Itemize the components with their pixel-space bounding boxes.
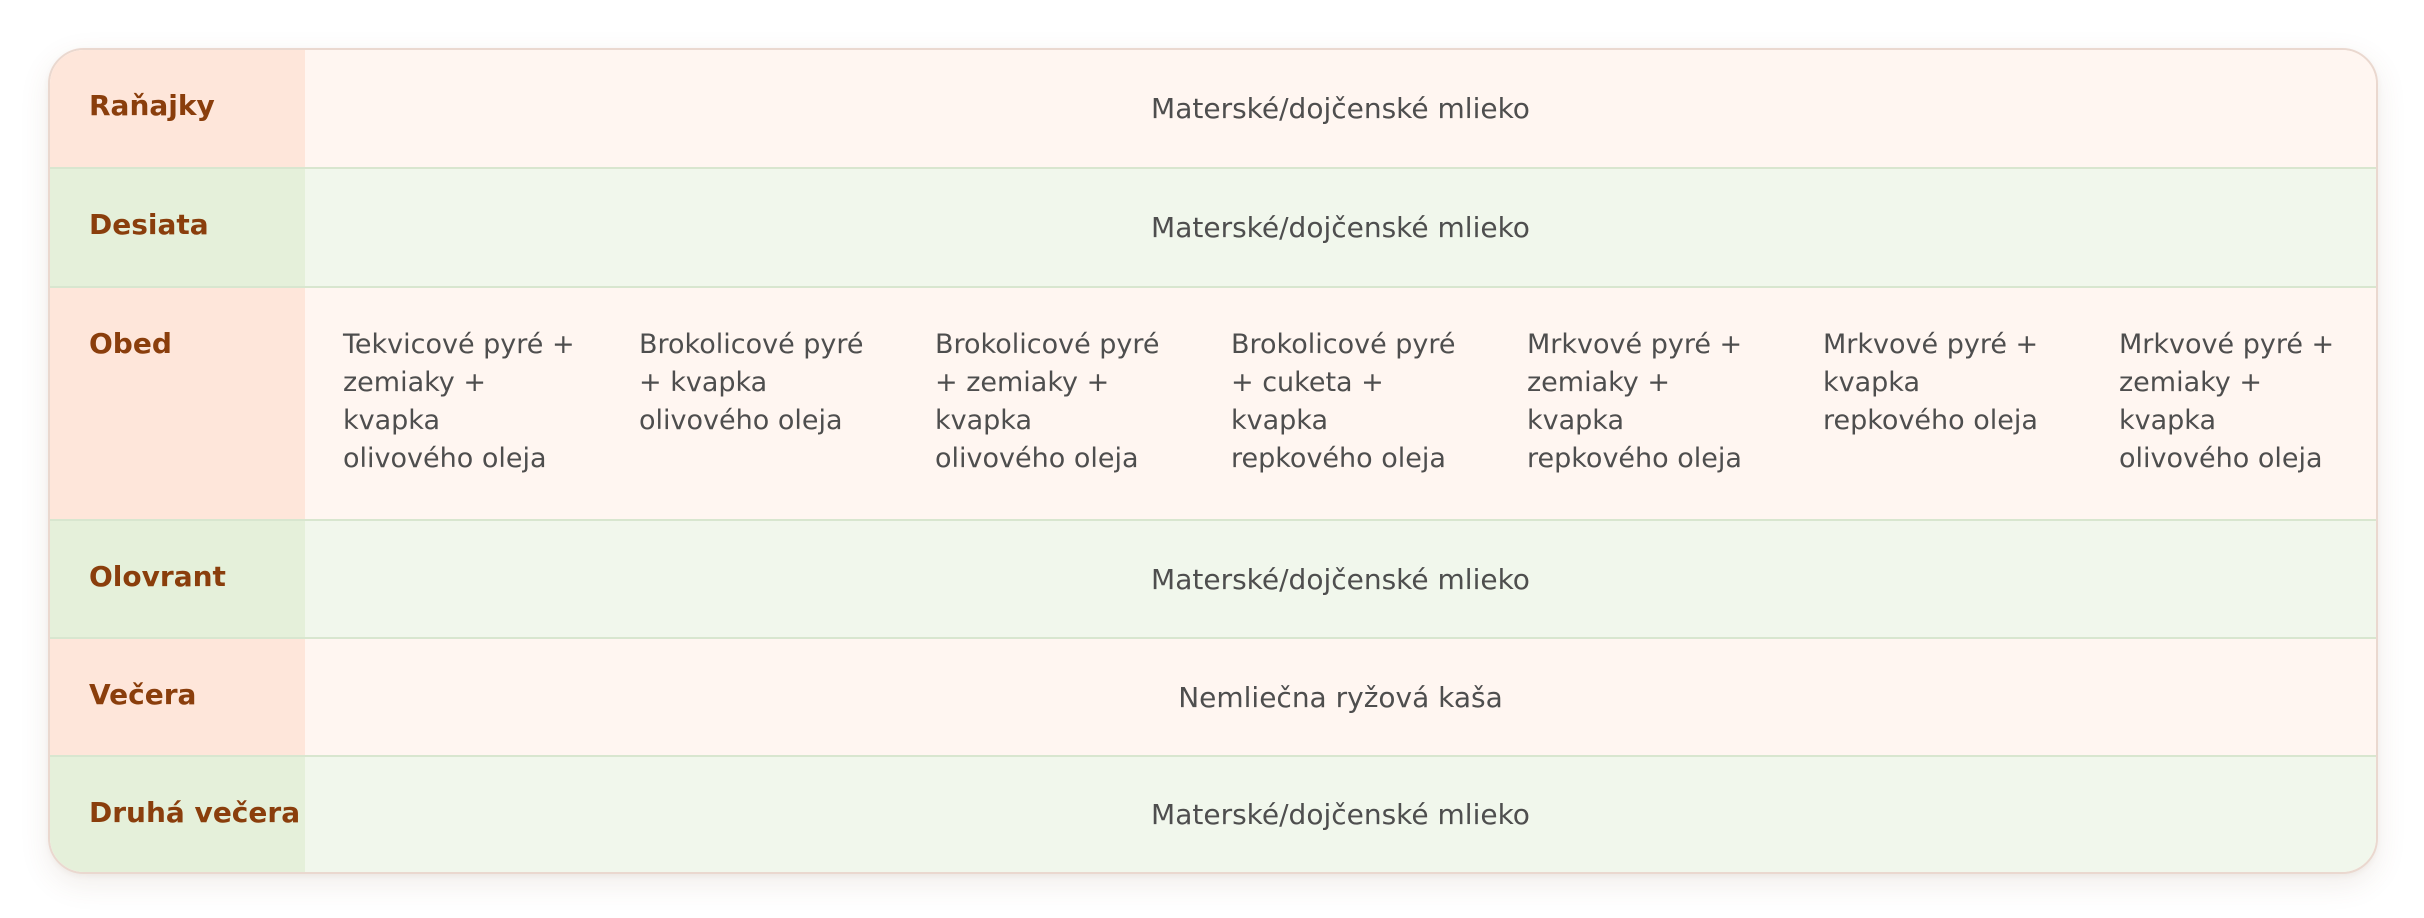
- table-row-druha-vecera: [50, 755, 2376, 872]
- table-row-obed: [50, 286, 2376, 519]
- meal-value: Nemliečna ryžová kaša: [1178, 680, 1503, 714]
- meal-label: Druhá večera: [50, 757, 305, 872]
- meal-label: Desiata: [50, 169, 305, 286]
- table-row-vecera: [50, 637, 2376, 755]
- day-cell: Mrkvové pyré + zemiaky + kvapka olivového oleja: [2119, 329, 2335, 474]
- day-cell: Mrkvové pyré + zemiaky + kvapka repkového oleja: [1527, 329, 1743, 474]
- meal-label: Raňajky: [50, 50, 305, 167]
- meal-label: Večera: [50, 639, 305, 755]
- table-row-ranajky: [50, 50, 2376, 167]
- meal-plan-table: [48, 48, 2378, 874]
- meal-days: [305, 288, 2378, 519]
- table-row-desiata: [50, 167, 2376, 286]
- day-cell: Brokolicové pyré + kvapka olivového oleja: [639, 329, 864, 436]
- day-cell: Brokolicové pyré + cuketa + kvapka repkového oleja: [1231, 329, 1456, 474]
- meal-value: Materské/dojčenské mlieko: [1151, 92, 1530, 125]
- meal-value: Materské/dojčenské mlieko: [1151, 211, 1530, 244]
- meal-label: Obed: [50, 288, 305, 519]
- meal-value: Materské/dojčenské mlieko: [1151, 798, 1530, 831]
- day-cell: Brokolicové pyré + zemiaky + kvapka olivového oleja: [935, 329, 1160, 474]
- day-cell: Mrkvové pyré + kvapka repkového oleja: [1823, 329, 2039, 436]
- meal-label: Olovrant: [50, 521, 305, 637]
- table-row-olovrant: [50, 519, 2376, 637]
- meal-value: Materské/dojčenské mlieko: [1151, 562, 1530, 596]
- day-cell: Tekvicové pyré + zemiaky + kvapka olivového oleja: [343, 329, 575, 474]
